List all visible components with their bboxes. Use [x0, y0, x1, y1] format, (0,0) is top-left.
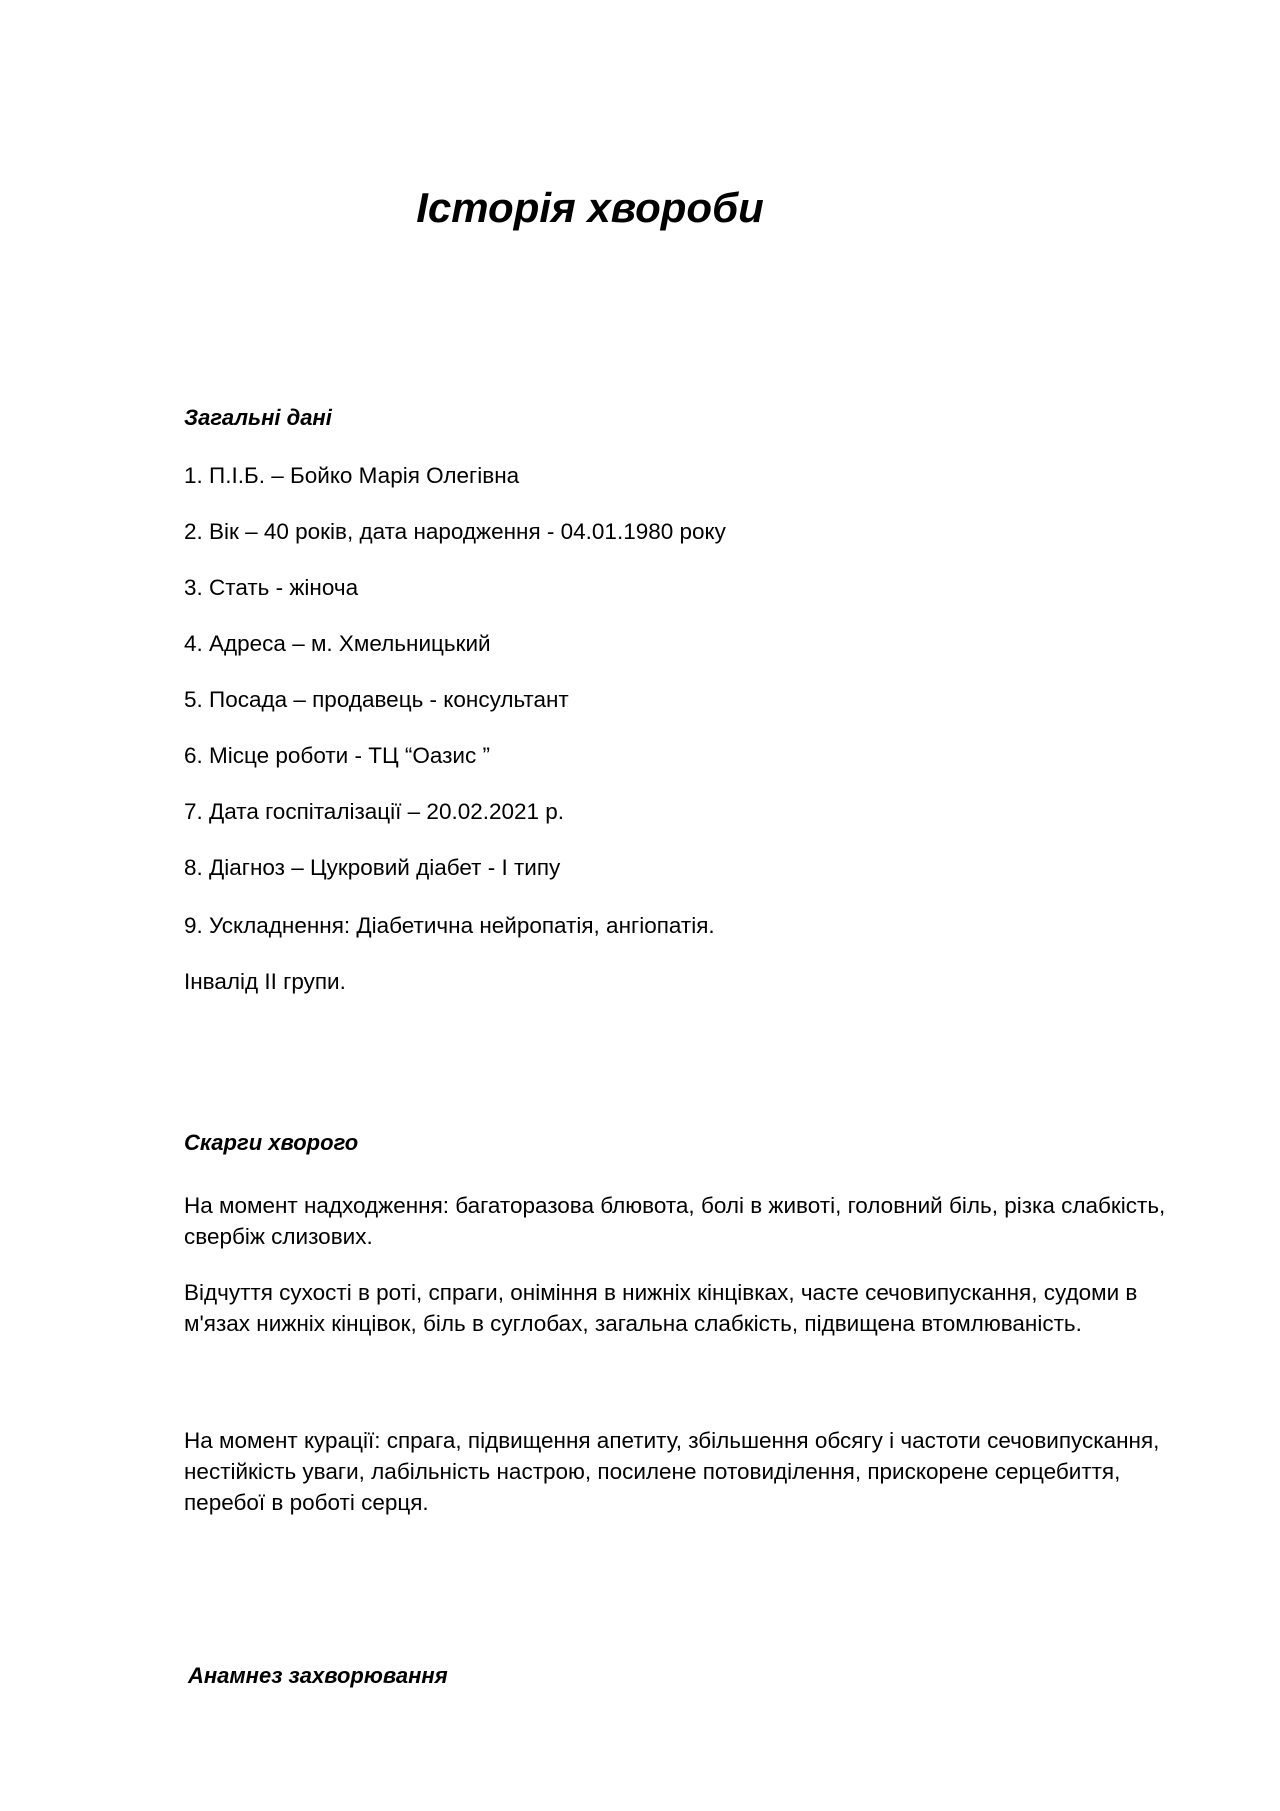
complaints-paragraph-admission: На момент надходження: багаторазова блювота, болі в животі, головний біль, різка слабкість, свербіж слизових.: [184, 1193, 1166, 1249]
section-heading-anamnesis: Анамнез захворювання: [188, 1663, 448, 1688]
general-item-age: 2. Вік – 40 років, дата народження - 04.01.1980 року: [184, 519, 726, 544]
general-item-complications: 9. Ускладнення: Діабетична нейропатія, ангіопатія.: [184, 913, 715, 938]
complaints-paragraph-symptoms: Відчуття сухості в роті, спраги, оніміння в нижніх кінцівках, часте сечовипускання, судоми в м'язах нижніх кінцівок, біль в суглобах, загальна слабкість, підвищена втомлюваність.: [184, 1280, 1138, 1336]
general-item-sex: 3. Стать - жіноча: [184, 575, 359, 600]
general-item-position: 5. Посада – продавець - консультант: [184, 687, 569, 712]
general-item-hospitalization-date: 7. Дата госпіталізації – 20.02.2021 р.: [184, 799, 565, 824]
section-heading-complaints: Скарги хворого: [184, 1130, 359, 1155]
general-item-name: 1. П.І.Б. – Бойко Марія Олегівна: [184, 463, 520, 488]
general-item-disability: Інвалід ІІ групи.: [184, 969, 346, 994]
section-heading-general: Загальні дані: [184, 405, 332, 430]
general-item-diagnosis: 8. Діагноз – Цукровий діабет - І типу: [184, 855, 561, 880]
general-item-address: 4. Адреса – м. Хмельницький: [184, 631, 491, 656]
document-title: Історія хвороби: [416, 184, 764, 231]
complaints-paragraph-curation: На момент курації: спрага, підвищення апетиту, збільшення обсягу і частоти сечовипускання, нестійкість уваги, лабільність настрою, посилене потовиділення, прискорене серцебиття, перебої в роботі серця.: [184, 1428, 1160, 1515]
general-item-workplace: 6. Місце роботи - ТЦ “Оазис ”: [184, 743, 490, 768]
